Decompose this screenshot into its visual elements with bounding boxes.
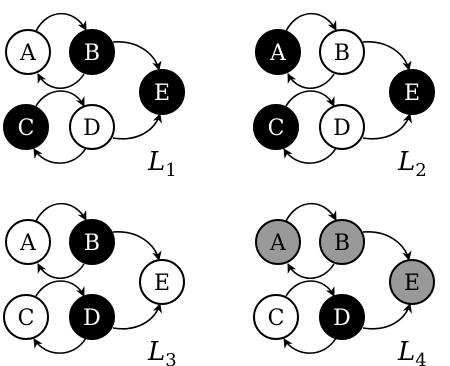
panel-label xyxy=(147,147,177,181)
node-e-label: E xyxy=(153,271,171,296)
edge-c-to-d xyxy=(36,281,84,296)
panel-label-subscript: 1 xyxy=(165,160,177,181)
node-b-label: B xyxy=(83,41,101,66)
panel-l4 xyxy=(254,204,434,366)
panel-label-main: L xyxy=(398,147,416,177)
edge-b-to-e xyxy=(113,42,159,70)
panel-label-main: L xyxy=(148,337,166,366)
edge-d-to-e xyxy=(113,114,160,139)
node-d xyxy=(320,105,364,149)
edge-b-to-a xyxy=(38,74,84,88)
edge-b-to-a xyxy=(288,264,334,278)
edge-c-to-d xyxy=(286,281,334,296)
node-b xyxy=(320,220,364,264)
panel-label xyxy=(397,337,427,366)
node-a-label: A xyxy=(20,231,36,256)
node-c xyxy=(4,105,48,149)
node-e-label: E xyxy=(153,81,171,106)
node-c-label: C xyxy=(17,116,35,141)
node-a-label: A xyxy=(20,41,36,66)
panel-label-main: L xyxy=(398,337,416,366)
node-b-label: B xyxy=(333,231,351,256)
node-d-label: D xyxy=(333,116,351,141)
node-a xyxy=(6,30,50,74)
edge-d-to-e xyxy=(363,304,410,329)
edge-d-to-e xyxy=(113,304,160,329)
node-e-label: E xyxy=(403,271,421,296)
node-d xyxy=(70,295,114,339)
panel-label-subscript: 2 xyxy=(415,160,427,181)
node-c-label: C xyxy=(267,116,285,141)
node-a-label: A xyxy=(270,231,286,256)
edge-b-to-a xyxy=(288,74,334,88)
edge-b-to-a xyxy=(38,264,84,278)
node-e xyxy=(390,70,434,114)
node-b xyxy=(70,220,114,264)
edge-a-to-b xyxy=(36,204,86,221)
node-e xyxy=(140,260,184,304)
edge-b-to-e xyxy=(363,232,409,260)
edge-d-to-c xyxy=(284,148,336,163)
edge-d-to-e xyxy=(363,114,410,139)
node-d-label: D xyxy=(83,116,101,141)
node-d xyxy=(70,105,114,149)
edge-a-to-b xyxy=(286,14,336,31)
node-e-label: E xyxy=(403,81,421,106)
panel-label-subscript: 3 xyxy=(165,350,177,366)
panel-l3 xyxy=(4,204,184,366)
node-c xyxy=(254,295,298,339)
edge-c-to-d xyxy=(36,91,84,106)
node-a xyxy=(256,30,300,74)
node-c xyxy=(4,295,48,339)
edge-b-to-e xyxy=(363,42,409,70)
node-c xyxy=(254,105,298,149)
node-b xyxy=(320,30,364,74)
panel-l1 xyxy=(4,14,184,181)
edge-c-to-d xyxy=(286,91,334,106)
node-a xyxy=(256,220,300,264)
edge-b-to-e xyxy=(113,232,159,260)
panel-label xyxy=(147,337,177,366)
edge-a-to-b xyxy=(286,204,336,221)
node-d-label: D xyxy=(83,306,101,331)
node-a-label: A xyxy=(270,41,286,66)
node-e xyxy=(140,70,184,114)
edge-d-to-c xyxy=(284,338,336,353)
panel-label-subscript: 4 xyxy=(415,350,427,366)
node-c-label: C xyxy=(17,306,35,331)
edge-d-to-c xyxy=(34,338,86,353)
node-e xyxy=(390,260,434,304)
node-d-label: D xyxy=(333,306,351,331)
panel-l2 xyxy=(254,14,434,181)
edge-d-to-c xyxy=(34,148,86,163)
node-d xyxy=(320,295,364,339)
node-b-label: B xyxy=(333,41,351,66)
node-c-label: C xyxy=(267,306,285,331)
panel-label-main: L xyxy=(148,147,166,177)
panel-label xyxy=(397,147,427,181)
edge-a-to-b xyxy=(36,14,86,31)
node-b xyxy=(70,30,114,74)
node-b-label: B xyxy=(83,231,101,256)
node-a xyxy=(6,220,50,264)
panels-layer xyxy=(4,14,434,366)
